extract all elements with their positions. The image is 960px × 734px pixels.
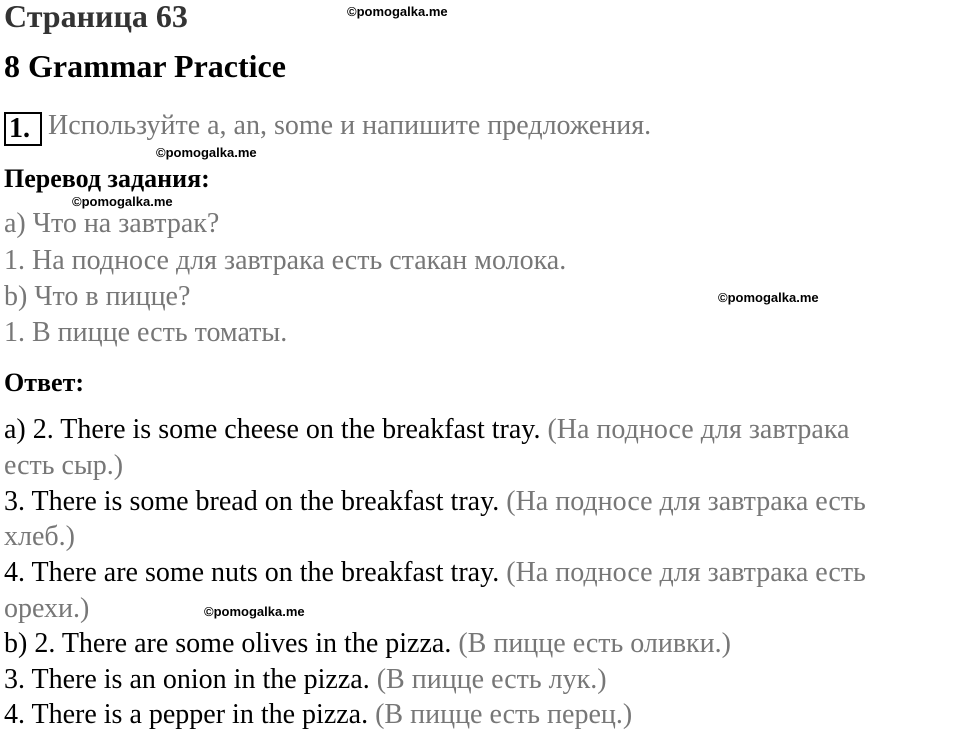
- answer-english: a) 2. There is some cheese on the breakfast tray.: [4, 414, 541, 445]
- answer-translation: (В пицце есть перец.): [375, 699, 633, 730]
- answer-line: [4, 414, 849, 446]
- answer-line: [4, 699, 632, 731]
- answer-line: [4, 521, 75, 553]
- watermark: ©pomogalka.me: [204, 604, 305, 619]
- translation-line: a) Что на завтрак?: [4, 208, 220, 239]
- watermark: ©pomogalka.me: [156, 145, 257, 160]
- answer-line: [4, 557, 866, 589]
- watermark: ©pomogalka.me: [72, 194, 173, 209]
- translation-line: b) Что в пицце?: [4, 281, 191, 312]
- answer-translation: хлеб.): [4, 521, 75, 552]
- watermark: ©pomogalka.me: [347, 4, 448, 19]
- answer-translation: есть сыр.): [4, 450, 124, 481]
- answer-translation: (На подносе для завтрака есть: [506, 486, 866, 517]
- translation-line: 1. В пицце есть томаты.: [4, 317, 288, 348]
- answer-translation: (На подносе для завтрака: [547, 414, 850, 445]
- translation-line: 1. На подносе для завтрака есть стакан молока.: [4, 245, 567, 276]
- task-instruction: Используйте a, an, some и напишите предложения.: [48, 110, 652, 141]
- task-number: 1.: [4, 112, 42, 146]
- answer-heading: Ответ:: [4, 368, 85, 397]
- answer-english: 4. There are some nuts on the breakfast tray.: [4, 557, 500, 588]
- page-number: Страница 63: [4, 0, 188, 34]
- translation-heading: Перевод задания:: [4, 164, 210, 193]
- answer-english: 3. There is some bread on the breakfast tray.: [4, 486, 500, 517]
- answer-line: [4, 664, 607, 696]
- answer-translation: (На подносе для завтрака есть: [506, 557, 866, 588]
- answer-english: 4. There is a pepper in the pizza.: [4, 699, 369, 730]
- section-title: 8 Grammar Practice: [4, 48, 286, 84]
- watermark: ©pomogalka.me: [718, 290, 819, 305]
- answer-line: [4, 486, 866, 518]
- answer-line: [4, 593, 89, 625]
- answer-line: [4, 450, 123, 482]
- answer-translation: (В пицце есть оливки.): [458, 628, 731, 659]
- answer-english: b) 2. There are some olives in the pizza.: [4, 628, 452, 659]
- answer-line: [4, 628, 731, 660]
- answer-english: 3. There is an onion in the pizza.: [4, 664, 370, 695]
- answer-translation: (В пицце есть лук.): [376, 664, 607, 695]
- answer-translation: орехи.): [4, 593, 90, 624]
